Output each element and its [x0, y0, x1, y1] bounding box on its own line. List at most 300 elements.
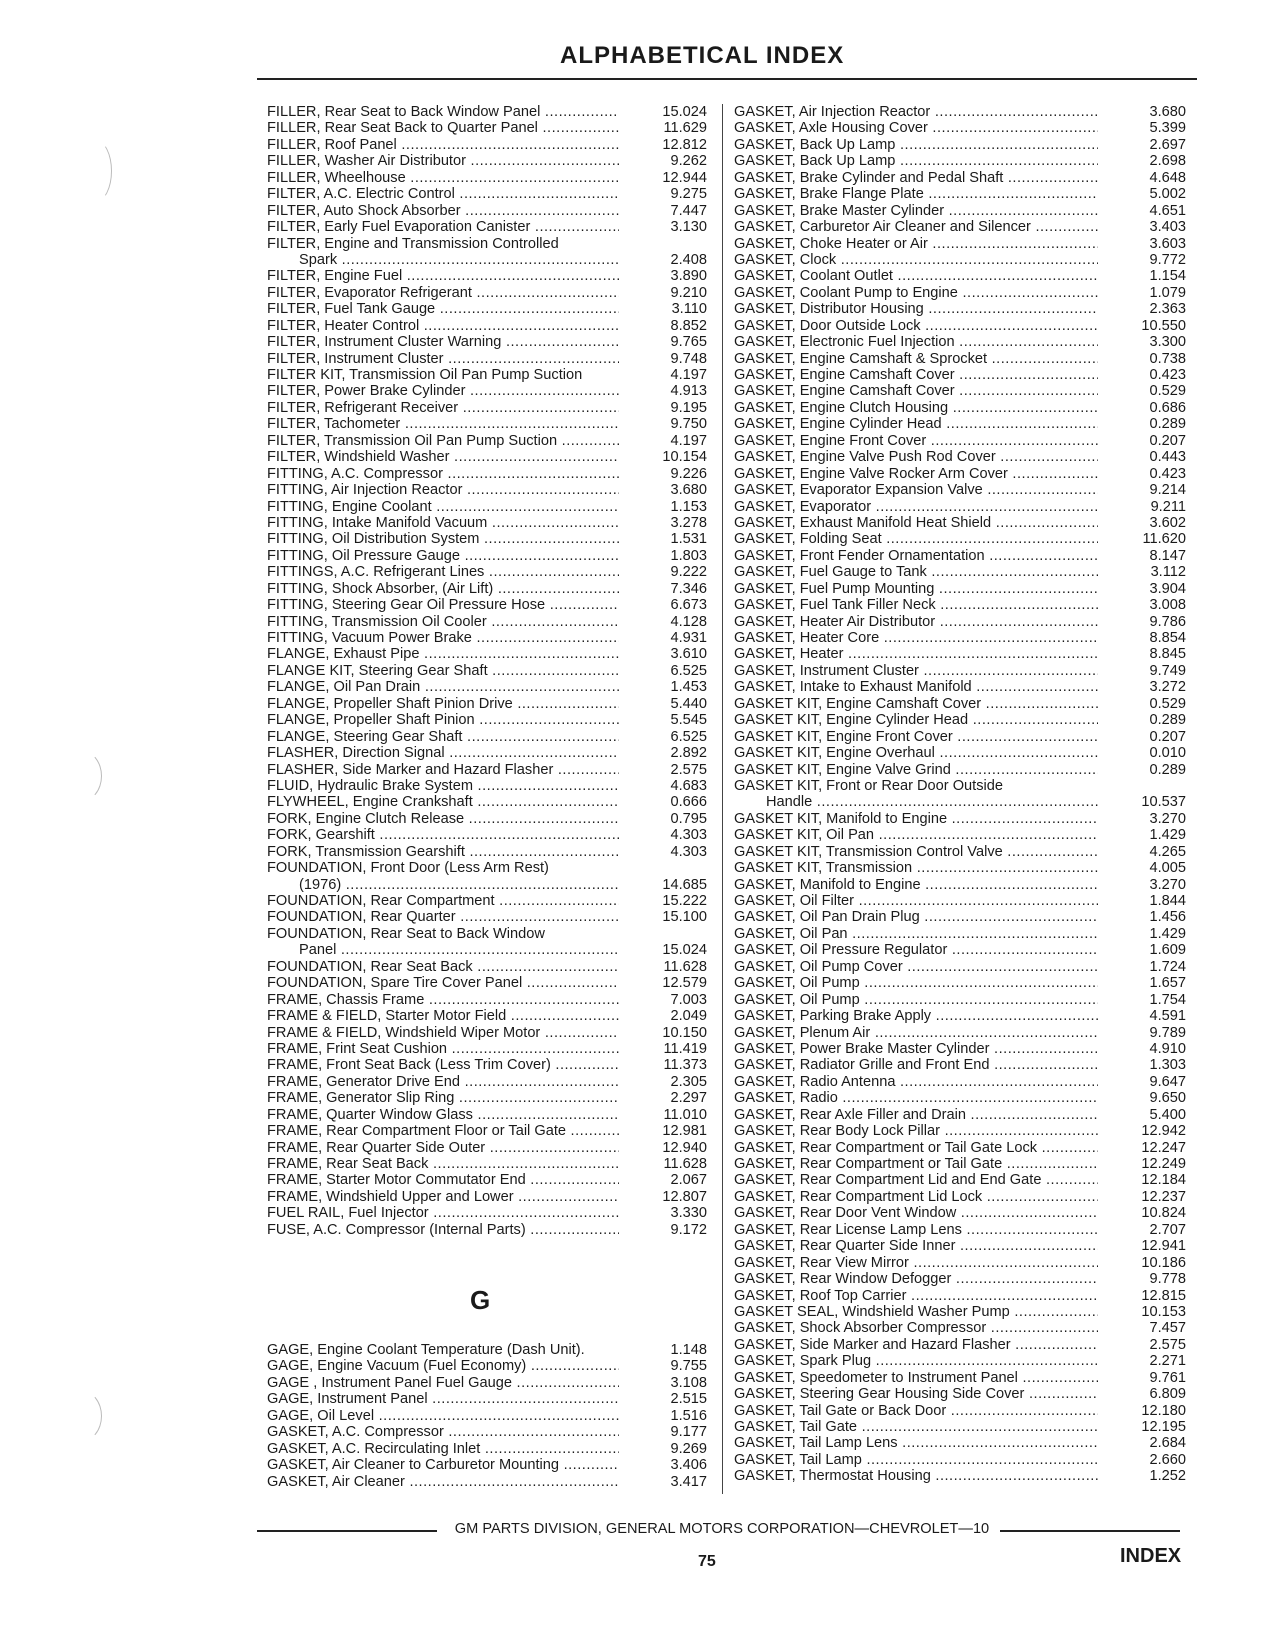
index-entry — [734, 975, 1194, 991]
index-entry — [734, 367, 1194, 383]
index-entry-name: FOUNDATION, Rear Seat to Back Window — [267, 925, 545, 942]
index-entry — [267, 827, 715, 843]
index-entry — [267, 318, 715, 334]
index-entry — [267, 1090, 715, 1106]
index-entry-name: GASKET, Shock Absorber Compressor ..... — [734, 1320, 1098, 1336]
index-entry-page-ref: 4.197 — [670, 432, 707, 449]
index-entry-name: FOUNDATION, Front Door (Less Arm Rest) — [267, 860, 549, 877]
index-entry-name: FRAME, Front Seat Back (Less Trim Cover) ..... — [267, 1057, 619, 1073]
index-entry-name: GASKET, Rear Body Lock Pillar ..... — [734, 1123, 1098, 1139]
index-entry — [267, 1375, 715, 1391]
index-entry — [734, 778, 1194, 794]
index-entry-name: GASKET, Distributor Housing ..... — [734, 301, 1098, 317]
index-entry-name: GASKET, Air Cleaner ..... — [267, 1474, 619, 1490]
index-entry-name: GASKET, Manifold to Engine ..... — [734, 877, 1098, 893]
index-entry-name: FUSE, A.C. Compressor (Internal Parts) ..... — [267, 1222, 619, 1238]
index-entry-name: GAGE, Engine Vacuum (Fuel Economy) ..... — [267, 1358, 619, 1374]
index-entry — [734, 1140, 1194, 1156]
index-entry — [734, 548, 1194, 564]
index-entry — [734, 1107, 1194, 1123]
index-entry — [734, 794, 1194, 810]
index-entry — [267, 153, 715, 169]
index-entry-page-ref: 0.795 — [670, 810, 707, 827]
index-entry-page-ref: 0.738 — [1149, 350, 1186, 367]
index-entry-page-ref: 10.186 — [1141, 1254, 1186, 1271]
index-entry-name: GASKET, Folding Seat ..... — [734, 531, 1098, 547]
index-entry-name: GASKET, Heater Core ..... — [734, 630, 1098, 646]
index-entry — [734, 186, 1194, 202]
index-entry-page-ref: 1.754 — [1149, 991, 1186, 1008]
index-entry-name: FITTING, Vacuum Power Brake ..... — [267, 630, 619, 646]
index-entry — [734, 499, 1194, 515]
index-entry — [267, 663, 715, 679]
index-entry-name: GASKET, Back Up Lamp ..... — [734, 137, 1098, 153]
index-entry-name: FRAME, Generator Slip Ring ..... — [267, 1090, 619, 1106]
index-entry-page-ref: 4.303 — [670, 827, 707, 844]
index-entry-name: GASKET, Tail Lamp Lens ..... — [734, 1435, 1098, 1451]
index-entry — [734, 170, 1194, 186]
index-entry-page-ref: 10.550 — [1141, 317, 1186, 334]
index-entry-name: GASKET, Rear Window Defogger ..... — [734, 1271, 1098, 1287]
index-entry — [267, 762, 715, 778]
index-entry-name: GASKET, A.C. Recirculating Inlet ..... — [267, 1441, 619, 1457]
index-entry-page-ref: 10.537 — [1141, 794, 1186, 811]
index-entry-page-ref: 6.673 — [670, 597, 707, 614]
index-entry — [267, 975, 715, 991]
index-entry-name: GAGE, Engine Coolant Temperature (Dash Unit). — [267, 1342, 585, 1358]
index-entry-page-ref: 9.789 — [1149, 1024, 1186, 1041]
index-entry-name: GASKET, Brake Cylinder and Pedal Shaft ..... — [734, 170, 1098, 186]
index-entry-name: GASKET, Air Cleaner to Carburetor Mounting ..... — [267, 1457, 619, 1473]
index-entry — [734, 301, 1194, 317]
index-entry-name: GASKET, Door Outside Lock ..... — [734, 318, 1098, 334]
section-label: INDEX — [1120, 1545, 1182, 1567]
index-entry-name: GASKET, Oil Pump ..... — [734, 975, 1098, 991]
index-entry — [267, 745, 715, 761]
index-entry-page-ref: 1.456 — [1149, 909, 1186, 926]
index-entry-name: FLANGE, Oil Pan Drain ..... — [267, 679, 619, 695]
index-entry-name: GASKET, Front Fender Ornamentation ..... — [734, 548, 1098, 564]
index-entry — [734, 564, 1194, 580]
index-entry — [267, 1408, 715, 1424]
index-entry-page-ref: 9.275 — [670, 186, 707, 203]
index-entry — [734, 877, 1194, 893]
index-entry — [267, 597, 715, 613]
index-entry — [267, 1424, 715, 1440]
index-entry-page-ref: 2.305 — [670, 1073, 707, 1090]
index-entry-name: GASKET, Plenum Air ..... — [734, 1025, 1098, 1041]
index-entry-page-ref: 1.303 — [1149, 1057, 1186, 1074]
index-entry — [734, 285, 1194, 301]
index-entry-name: FILTER, Instrument Cluster ..... — [267, 351, 619, 367]
column-divider — [722, 104, 723, 1494]
index-entry-name: GASKET, Axle Housing Cover ..... — [734, 120, 1098, 136]
index-entry-name: FLANGE, Propeller Shaft Pinion Drive ..... — [267, 696, 619, 712]
index-entry-page-ref: 15.222 — [662, 893, 707, 909]
index-entry-page-ref: 10.824 — [1141, 1205, 1186, 1222]
index-entry-name: GASKET, Engine Camshaft Cover ..... — [734, 367, 1098, 383]
index-entry-page-ref: 1.153 — [670, 498, 707, 515]
index-entry-page-ref: 2.408 — [670, 251, 707, 268]
index-entry-page-ref: 1.252 — [1149, 1468, 1186, 1485]
index-entry-page-ref: 5.545 — [670, 712, 707, 729]
index-entry — [734, 1419, 1194, 1435]
index-entry — [267, 548, 715, 564]
index-entry-name: FLUID, Hydraulic Brake System ..... — [267, 778, 619, 794]
index-entry-page-ref: 9.765 — [670, 334, 707, 351]
index-entry-page-ref: 1.609 — [1149, 942, 1186, 959]
index-entry — [734, 1172, 1194, 1188]
index-entry-name: FILTER, Engine Fuel ..... — [267, 268, 619, 284]
index-entry-name: GASKET, Radio Antenna ..... — [734, 1074, 1098, 1090]
index-entry — [267, 1172, 715, 1188]
index-entry-page-ref: 4.128 — [670, 613, 707, 630]
index-entry — [734, 1386, 1194, 1402]
index-entry — [267, 301, 715, 317]
index-entry-name: FILTER, Windshield Washer ..... — [267, 449, 619, 465]
index-entry-name: Handle ..... — [734, 794, 1098, 810]
index-entry-name: Panel ..... — [267, 942, 619, 958]
index-entry-page-ref: 9.750 — [670, 416, 707, 433]
index-entry-page-ref: 12.237 — [1141, 1188, 1186, 1205]
index-entry-name: FRAME & FIELD, Starter Motor Field ..... — [267, 1008, 619, 1024]
index-entry-name: GASKET KIT, Oil Pan ..... — [734, 827, 1098, 843]
index-entry — [734, 219, 1194, 235]
index-entry — [734, 416, 1194, 432]
index-entry-name: GASKET KIT, Front or Rear Door Outside — [734, 777, 1004, 794]
index-entry — [734, 1238, 1194, 1254]
index-entry-page-ref: 2.363 — [1149, 301, 1186, 318]
index-entry — [267, 696, 715, 712]
index-entry-page-ref: 2.515 — [670, 1391, 707, 1408]
index-entry-page-ref: 2.271 — [1149, 1353, 1186, 1370]
index-entry-name: FITTING, Air Injection Reactor ..... — [267, 482, 619, 498]
index-entry-name: GAGE, Instrument Panel ..... — [267, 1391, 619, 1407]
index-entry-name: FLASHER, Direction Signal ..... — [267, 745, 619, 761]
index-entry-page-ref: 12.807 — [662, 1188, 707, 1205]
index-entry — [267, 400, 715, 416]
index-entry-page-ref: 2.684 — [1149, 1435, 1186, 1452]
index-entry — [734, 137, 1194, 153]
index-entry-name: GASKET, Side Marker and Hazard Flasher ..... — [734, 1337, 1098, 1353]
index-entry-name: FRAME, Windshield Upper and Lower ..... — [267, 1189, 619, 1205]
index-entry-page-ref: 7.457 — [1149, 1320, 1186, 1337]
index-entry-name: FITTING, Engine Coolant ..... — [267, 499, 619, 515]
index-entry-page-ref: 9.195 — [670, 399, 707, 416]
index-entry-name: GASKET, Coolant Pump to Engine ..... — [734, 285, 1098, 301]
index-entry-page-ref: 3.300 — [1149, 334, 1186, 351]
index-entry-page-ref: 9.650 — [1149, 1090, 1186, 1107]
index-entry-name: GASKET, A.C. Compressor ..... — [267, 1424, 619, 1440]
index-entry-page-ref: 0.529 — [1149, 695, 1186, 712]
index-entry-name: GASKET, Fuel Gauge to Tank ..... — [734, 564, 1098, 580]
index-entry-page-ref: 6.525 — [670, 662, 707, 679]
page-title: ALPHABETICAL INDEX — [560, 42, 845, 69]
index-entry-name: FRAME, Frint Seat Cushion ..... — [267, 1041, 619, 1057]
index-entry — [734, 531, 1194, 547]
title-rule — [257, 78, 1197, 80]
index-entry-name: GASKET KIT, Manifold to Engine ..... — [734, 811, 1098, 827]
index-entry — [267, 1123, 715, 1139]
index-entry-name: FRAME, Starter Motor Commutator End ..... — [267, 1172, 619, 1188]
index-entry-page-ref: 1.516 — [670, 1407, 707, 1424]
index-entry-page-ref: 9.761 — [1149, 1369, 1186, 1386]
index-entry-page-ref: 1.079 — [1149, 284, 1186, 301]
index-entry-page-ref: 0.289 — [1149, 416, 1186, 433]
index-entry — [267, 1025, 715, 1041]
index-entry — [734, 318, 1194, 334]
index-entry-name: GASKET, Exhaust Manifold Heat Shield ..... — [734, 515, 1098, 531]
index-entry-name: FILLER, Washer Air Distributor ..... — [267, 153, 619, 169]
footer-rule-right — [1000, 1530, 1180, 1532]
index-entry — [734, 926, 1194, 942]
index-entry — [267, 1205, 715, 1221]
index-entry-page-ref: 12.981 — [662, 1123, 707, 1140]
index-entry-page-ref: 10.154 — [662, 449, 707, 466]
index-entry-name: FUEL RAIL, Fuel Injector ..... — [267, 1205, 619, 1221]
index-entry-name: GASKET, Rear Compartment Lid and End Gate ..... — [734, 1172, 1098, 1188]
index-entry-page-ref: 0.423 — [1149, 367, 1186, 383]
index-entry — [734, 745, 1194, 761]
index-entry-name: GASKET, Rear Compartment or Tail Gate Lock ..... — [734, 1140, 1098, 1156]
index-entry-name: GASKET, Tail Gate or Back Door ..... — [734, 1403, 1098, 1419]
index-entry-page-ref: 5.002 — [1149, 186, 1186, 203]
index-entry — [734, 1205, 1194, 1221]
index-entry-page-ref: 11.419 — [663, 1040, 707, 1057]
index-entry — [734, 515, 1194, 531]
index-entry-page-ref: 1.531 — [670, 531, 707, 548]
index-entry-page-ref: 4.910 — [1149, 1040, 1186, 1057]
index-entry-page-ref: 15.024 — [662, 942, 707, 959]
index-entry-page-ref: 15.024 — [662, 104, 707, 120]
index-entry-page-ref: 12.247 — [1141, 1139, 1186, 1156]
index-entry — [267, 1474, 715, 1490]
index-entry — [734, 811, 1194, 827]
index-entry — [734, 1435, 1194, 1451]
index-entry — [267, 466, 715, 482]
index-entry-name: GASKET, Choke Heater or Air ..... — [734, 236, 1098, 252]
index-entry-name: GASKET, Intake to Exhaust Manifold ..... — [734, 679, 1098, 695]
index-entry — [734, 959, 1194, 975]
index-entry-name: FILTER KIT, Transmission Oil Pan Pump Suction — [267, 367, 583, 383]
index-entry — [734, 1255, 1194, 1271]
index-entry — [267, 433, 715, 449]
index-entry — [267, 236, 715, 252]
index-entry — [734, 1452, 1194, 1468]
index-entry — [267, 351, 715, 367]
index-entry — [734, 646, 1194, 662]
index-entry-name: FILLER, Rear Seat Back to Quarter Panel ..... — [267, 120, 619, 136]
index-entry — [267, 1222, 715, 1238]
index-entry-page-ref: 0.443 — [1149, 449, 1186, 466]
index-entry-page-ref: 8.147 — [1149, 547, 1186, 564]
index-entry-page-ref: 10.153 — [1141, 1303, 1186, 1320]
index-entry — [734, 614, 1194, 630]
index-entry — [267, 219, 715, 235]
index-entry-name: FILTER, Tachometer ..... — [267, 416, 619, 432]
index-entry-name: FILTER, Fuel Tank Gauge ..... — [267, 301, 619, 317]
index-entry-name: GASKET, Evaporator Expansion Valve ..... — [734, 482, 1098, 498]
index-entry-page-ref: 11.628 — [663, 958, 707, 975]
index-entry — [734, 844, 1194, 860]
index-entry-name: FOUNDATION, Spare Tire Cover Panel ..... — [267, 975, 619, 991]
index-entry-name: GASKET, Oil Pressure Regulator ..... — [734, 942, 1098, 958]
index-entry — [734, 597, 1194, 613]
index-entry — [267, 646, 715, 662]
index-entry — [734, 236, 1194, 252]
index-entry-page-ref: 12.944 — [662, 169, 707, 186]
binder-hole-mark — [60, 750, 102, 802]
index-entry — [734, 663, 1194, 679]
index-entry-page-ref: 3.112 — [1150, 564, 1186, 581]
index-entry-page-ref: 0.289 — [1149, 712, 1186, 729]
index-entry — [267, 1358, 715, 1374]
index-entry-page-ref: 12.941 — [1141, 1238, 1186, 1255]
index-entry-page-ref: 3.272 — [1149, 679, 1186, 696]
index-entry — [267, 959, 715, 975]
index-entry-name: GASKET, Engine Valve Push Rod Cover ..... — [734, 449, 1098, 465]
index-entry — [734, 1288, 1194, 1304]
index-entry — [267, 581, 715, 597]
index-entry-name: GAGE, Oil Level ..... — [267, 1408, 619, 1424]
index-entry — [267, 1057, 715, 1073]
index-entry — [734, 433, 1194, 449]
index-entry-name: FRAME & FIELD, Windshield Wiper Motor ..... — [267, 1025, 619, 1041]
index-entry-page-ref: 9.647 — [1149, 1073, 1186, 1090]
index-entry — [734, 1057, 1194, 1073]
index-entry-name: GASKET SEAL, Windshield Washer Pump ..... — [734, 1304, 1098, 1320]
index-entry — [267, 909, 715, 925]
index-entry-page-ref: 7.447 — [670, 202, 707, 219]
index-entry — [734, 827, 1194, 843]
index-entry-page-ref: 2.707 — [1149, 1221, 1186, 1238]
index-entry-page-ref: 1.429 — [1149, 925, 1186, 942]
index-entry — [267, 794, 715, 810]
index-entry-page-ref: 4.303 — [670, 843, 707, 860]
index-entry-name: FILTER, Power Brake Cylinder ..... — [267, 383, 619, 399]
index-entry — [267, 630, 715, 646]
index-entry-page-ref: 9.226 — [670, 465, 707, 482]
index-entry-page-ref: 0.010 — [1149, 745, 1186, 762]
index-entry-name: GASKET, Tail Gate ..... — [734, 1419, 1098, 1435]
index-entry-name: GASKET, Speedometer to Instrument Panel ..... — [734, 1370, 1098, 1386]
index-entry — [267, 893, 715, 909]
index-entry-page-ref: 3.680 — [670, 482, 707, 499]
index-entry-page-ref: 3.603 — [1149, 235, 1186, 252]
index-entry — [734, 1353, 1194, 1369]
index-entry-name: FLANGE, Exhaust Pipe ..... — [267, 646, 619, 662]
index-entry-page-ref: 9.748 — [670, 350, 707, 367]
index-entry — [267, 729, 715, 745]
index-entry — [267, 1156, 715, 1172]
index-entry — [267, 1041, 715, 1057]
index-entry — [734, 630, 1194, 646]
index-entry-name: GASKET KIT, Transmission ..... — [734, 860, 1098, 876]
index-entry — [734, 1468, 1194, 1484]
index-entry-page-ref: 3.602 — [1149, 514, 1186, 531]
index-entry-name: FORK, Gearshift ..... — [267, 827, 619, 843]
index-entry-name: FILTER, Auto Shock Absorber ..... — [267, 203, 619, 219]
index-entry-page-ref: 9.786 — [1149, 613, 1186, 630]
index-entry-page-ref: 3.610 — [670, 646, 707, 663]
index-entry — [267, 120, 715, 136]
index-entry-name: (1976) ..... — [267, 877, 619, 893]
index-entry-page-ref: 2.575 — [1149, 1336, 1186, 1353]
index-entry-page-ref: 4.265 — [1149, 843, 1186, 860]
index-entry-page-ref: 9.210 — [670, 284, 707, 301]
index-entry — [267, 285, 715, 301]
index-entry — [267, 811, 715, 827]
index-entry-page-ref: 0.666 — [670, 794, 707, 811]
index-entry — [267, 1441, 715, 1457]
index-entry-name: GASKET, Engine Camshaft Cover ..... — [734, 383, 1098, 399]
index-entry-page-ref: 9.269 — [670, 1440, 707, 1457]
index-entry-page-ref: 3.417 — [670, 1473, 707, 1490]
page-number: 75 — [698, 1553, 716, 1570]
index-entry-page-ref: 0.207 — [1149, 728, 1186, 745]
index-entry-name: FITTING, Steering Gear Oil Pressure Hose ..... — [267, 597, 619, 613]
index-entry — [734, 712, 1194, 728]
binder-hole-mark — [60, 1390, 102, 1442]
index-entry — [267, 203, 715, 219]
index-entry-name: FORK, Transmission Gearshift ..... — [267, 844, 619, 860]
index-entry-name: FILTER, Instrument Cluster Warning ..... — [267, 334, 619, 350]
index-entry — [734, 893, 1194, 909]
index-entry — [267, 104, 715, 120]
index-entry-name: GASKET, Heater ..... — [734, 646, 1098, 662]
index-entry — [734, 1189, 1194, 1205]
index-entry-page-ref: 9.772 — [1149, 251, 1186, 268]
index-entry-page-ref: 4.683 — [670, 777, 707, 794]
index-entry-name: FRAME, Rear Seat Back ..... — [267, 1156, 619, 1172]
right-column — [734, 104, 1194, 1485]
index-entry — [734, 1370, 1194, 1386]
index-entry-name: GASKET, Fuel Tank Filler Neck ..... — [734, 597, 1098, 613]
index-entry-page-ref: 3.110 — [671, 301, 707, 318]
index-entry — [734, 268, 1194, 284]
index-entry — [734, 1320, 1194, 1336]
index-entry-name: GASKET, Back Up Lamp ..... — [734, 153, 1098, 169]
index-entry-page-ref: 12.942 — [1141, 1123, 1186, 1140]
index-entry — [267, 992, 715, 1008]
index-entry — [734, 860, 1194, 876]
index-entry — [267, 844, 715, 860]
index-entry-page-ref: 2.698 — [1149, 153, 1186, 170]
index-entry-name: FLANGE, Propeller Shaft Pinion ..... — [267, 712, 619, 728]
index-entry-page-ref: 7.346 — [670, 580, 707, 597]
index-entry-page-ref: 6.809 — [1149, 1386, 1186, 1403]
index-entry — [734, 992, 1194, 1008]
index-entry-page-ref: 5.440 — [670, 695, 707, 712]
index-entry — [734, 383, 1194, 399]
index-entry-name: GASKET, Rear Door Vent Window ..... — [734, 1205, 1098, 1221]
index-entry-page-ref: 12.184 — [1141, 1172, 1186, 1189]
index-entry — [267, 564, 715, 580]
index-entry-page-ref: 2.297 — [670, 1090, 707, 1107]
index-entry — [734, 1271, 1194, 1287]
index-entry — [267, 252, 715, 268]
index-entry-page-ref: 3.904 — [1149, 580, 1186, 597]
index-entry-page-ref: 9.755 — [670, 1358, 707, 1375]
index-entry-page-ref: 9.177 — [670, 1424, 707, 1441]
index-entry — [267, 712, 715, 728]
index-entry-name: FITTING, Oil Pressure Gauge ..... — [267, 548, 619, 564]
index-entry-name: GASKET, Brake Master Cylinder ..... — [734, 203, 1098, 219]
index-entry-name: GASKET, Electronic Fuel Injection ..... — [734, 334, 1098, 350]
index-entry-page-ref: 8.845 — [1149, 646, 1186, 663]
index-entry-name: GASKET, Engine Camshaft & Sprocket ..... — [734, 351, 1098, 367]
index-entry-name: GASKET, Tail Lamp ..... — [734, 1452, 1098, 1468]
